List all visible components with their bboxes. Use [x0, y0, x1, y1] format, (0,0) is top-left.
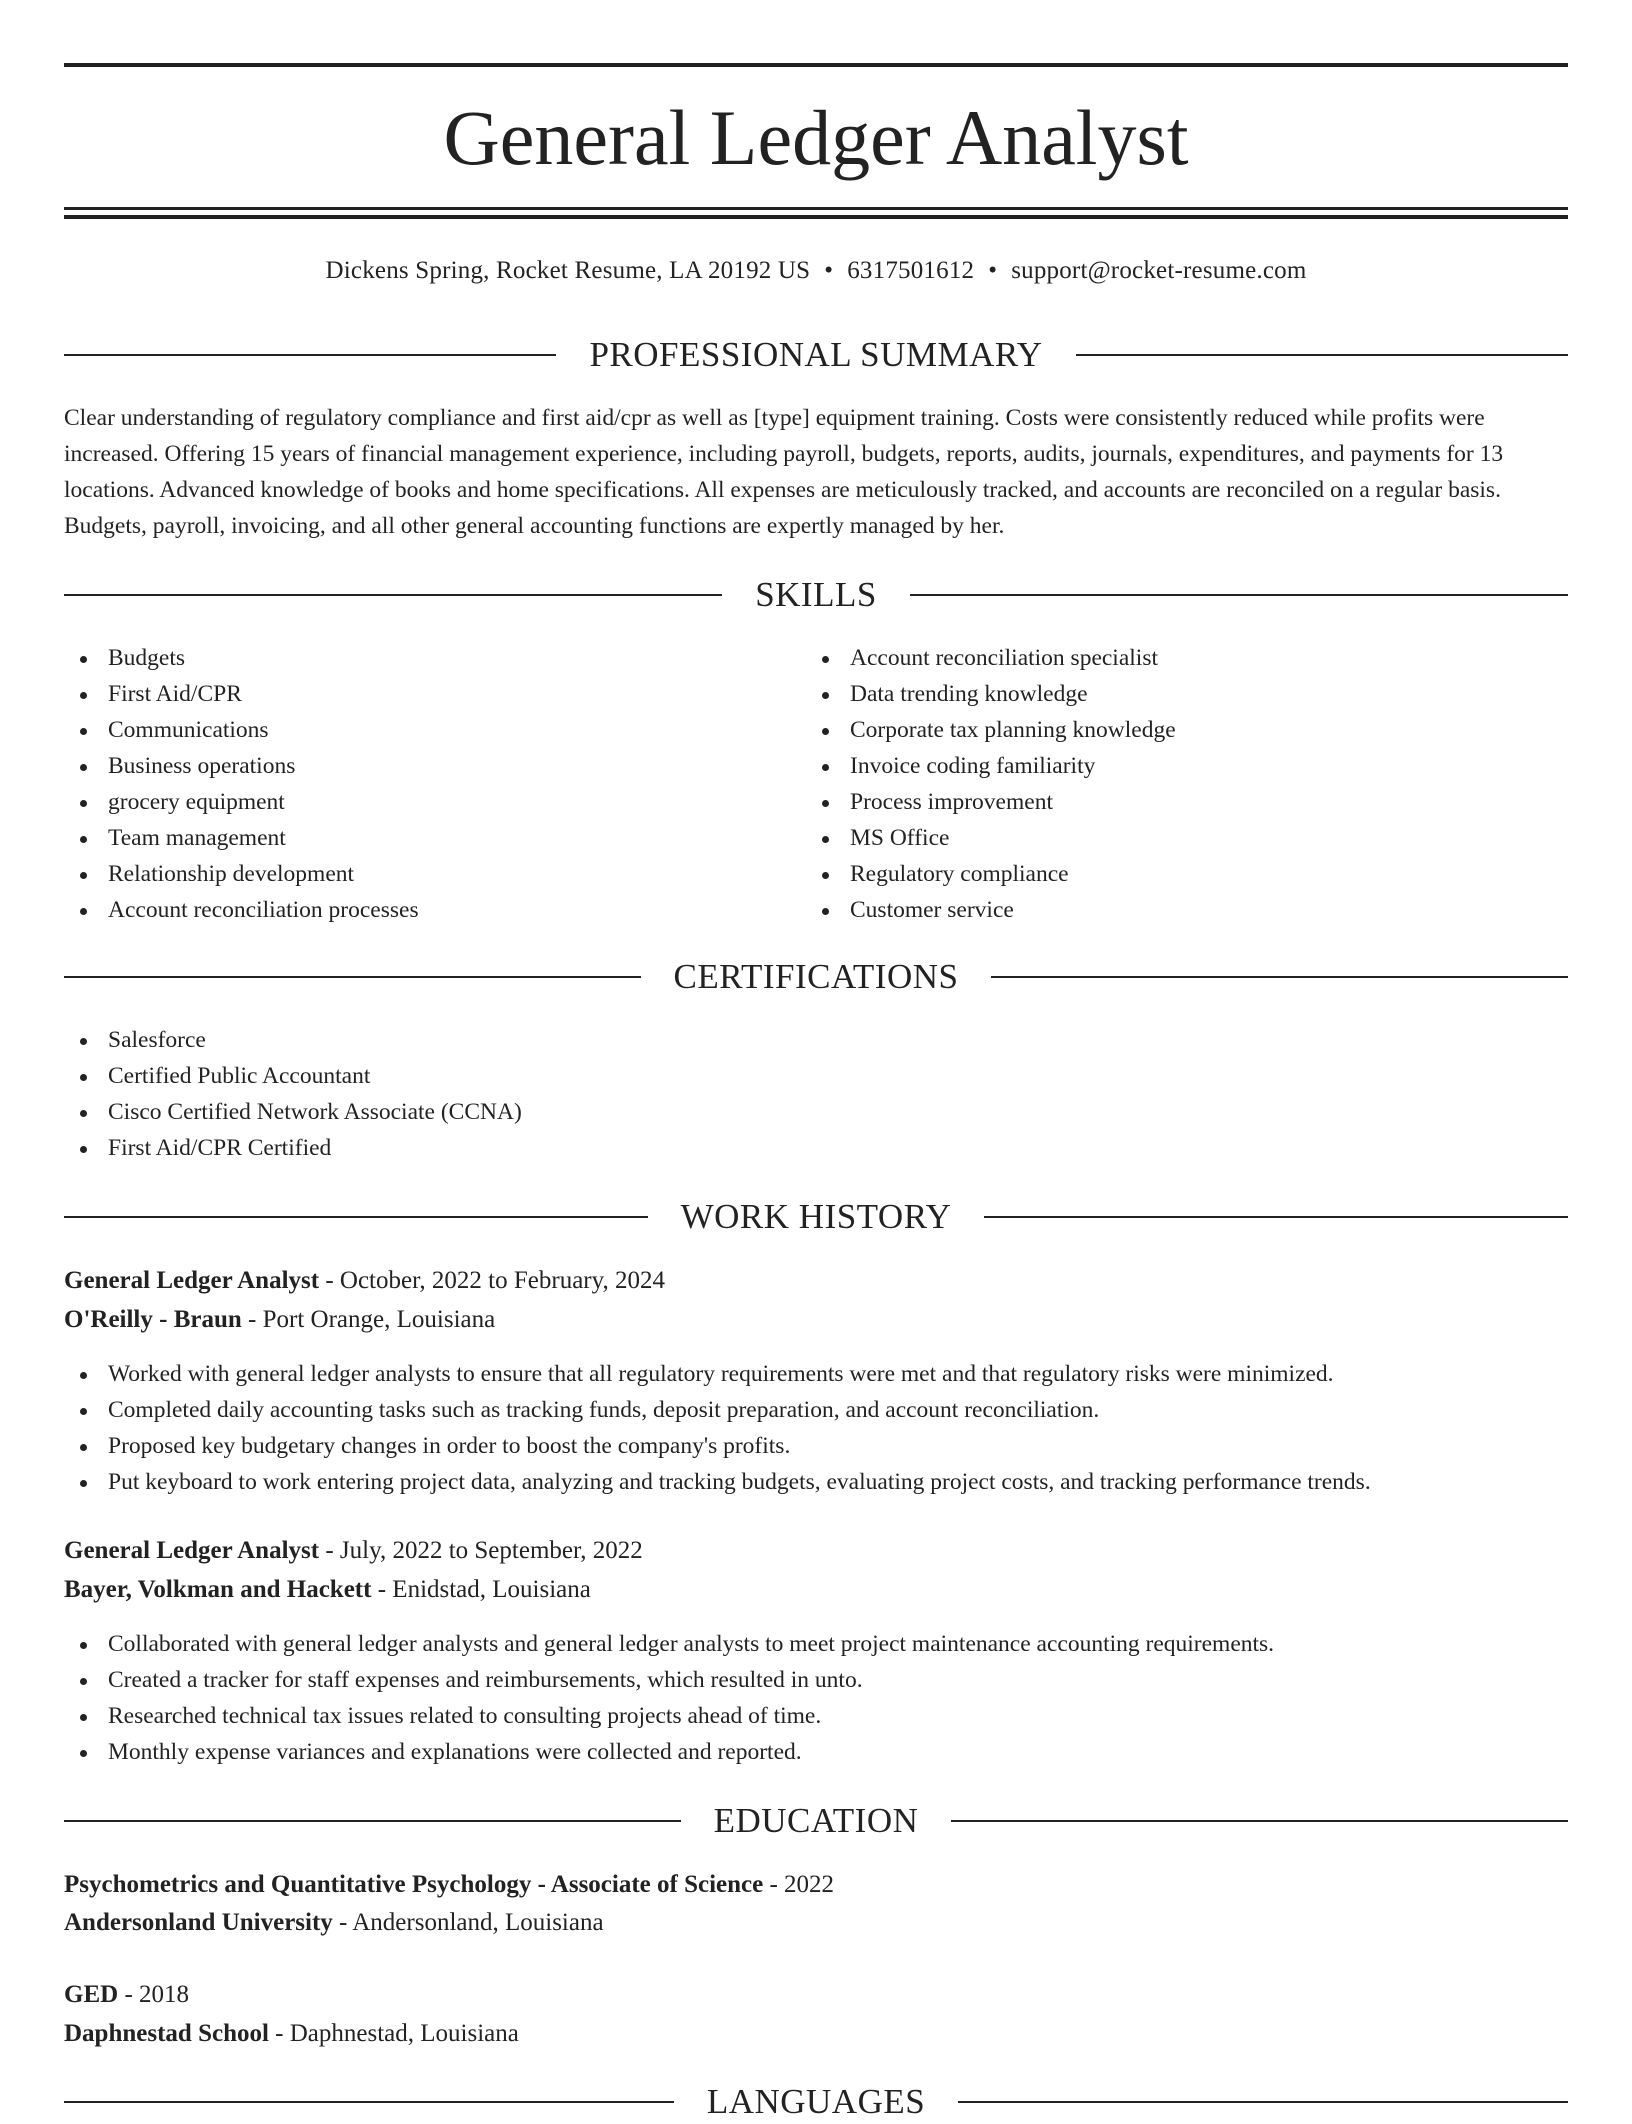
contact-line [64, 254, 1568, 288]
job-company: Bayer, Volkman and Hackett [64, 1576, 372, 1603]
job-company-line [64, 1302, 1568, 1338]
top-rule [64, 63, 1568, 67]
skill-item: Team management [64, 820, 419, 856]
heading-rule [64, 976, 641, 978]
education-school-line [64, 2016, 1568, 2052]
section-heading-certifications [64, 955, 1568, 999]
education-degree: GED [64, 1981, 119, 2008]
job-company: O'Reilly - Braun [64, 1306, 242, 1333]
certification-item: Certified Public Accountant [64, 1058, 522, 1094]
title-rule-lower [64, 215, 1568, 219]
certification-item: Salesforce [64, 1022, 522, 1058]
job-bullet: Worked with general ledger analysts to ensure that all regulatory requirements were met and that regulatory risks were minimized. [64, 1356, 1371, 1392]
section-title: EDUCATION [713, 1801, 919, 1840]
skill-item: Customer service [806, 892, 1176, 928]
job-dates: - July, 2022 to September, 2022 [319, 1537, 643, 1564]
education-degree-line [64, 1977, 1568, 2013]
skill-item: Regulatory compliance [806, 856, 1176, 892]
contact-address: Dickens Spring, Rocket Resume, LA 20192 US [325, 257, 811, 284]
contact-phone: 6317501612 [847, 257, 975, 284]
skill-item: Relationship development [64, 856, 419, 892]
job-company-line [64, 1572, 1568, 1608]
job-bullet: Monthly expense variances and explanations were collected and reported. [64, 1734, 1274, 1770]
job-location: - Enidstad, Louisiana [371, 1576, 591, 1603]
heading-rule [991, 976, 1568, 978]
section-title: PROFESSIONAL SUMMARY [589, 335, 1043, 374]
heading-rule [951, 1820, 1568, 1822]
heading-rule [64, 2101, 674, 2103]
skill-item: Budgets [64, 640, 419, 676]
section-title: WORK HISTORY [680, 1197, 952, 1236]
skill-item: Communications [64, 712, 419, 748]
contact-email: support@rocket-resume.com [1011, 257, 1307, 284]
job-title-line [64, 1263, 1568, 1299]
skill-item: Account reconciliation specialist [806, 640, 1176, 676]
education-school-line [64, 1905, 1568, 1941]
job-bullet: Completed daily accounting tasks such as tracking funds, deposit preparation, and account reconciliation. [64, 1392, 1371, 1428]
education-location: - Daphnestad, Louisiana [268, 2020, 519, 2047]
job-dates: - October, 2022 to February, 2024 [319, 1267, 665, 1294]
skill-item: Invoice coding familiarity [806, 748, 1176, 784]
section-heading-education [64, 1799, 1568, 1843]
education-school: Daphnestad School [64, 2020, 269, 2047]
job-location: - Port Orange, Louisiana [241, 1306, 496, 1333]
heading-rule [984, 1216, 1568, 1218]
heading-rule [64, 1820, 681, 1822]
education-degree-line [64, 1867, 1568, 1903]
certification-item: First Aid/CPR Certified [64, 1130, 522, 1166]
title-rule-upper [64, 207, 1568, 210]
heading-rule [1076, 354, 1568, 356]
certifications-list [64, 1022, 522, 1166]
heading-rule [64, 594, 722, 596]
skill-item: grocery equipment [64, 784, 419, 820]
education-school: Andersonland University [64, 1909, 333, 1936]
resume-title: General Ledger Analyst [443, 94, 1189, 181]
job-bullets [64, 1626, 1274, 1770]
skill-item: MS Office [806, 820, 1176, 856]
job-bullet: Proposed key budgetary changes in order to boost the company's profits. [64, 1428, 1371, 1464]
skill-item: First Aid/CPR [64, 676, 419, 712]
skill-item: Corporate tax planning knowledge [806, 712, 1176, 748]
section-heading-languages [64, 2080, 1568, 2124]
heading-rule [958, 2101, 1568, 2103]
certification-item: Cisco Certified Network Associate (CCNA) [64, 1094, 522, 1130]
education-year: - 2018 [118, 1981, 190, 2008]
skills-list-left [64, 640, 419, 928]
job-bullet: Collaborated with general ledger analysts and general ledger analysts to meet project maintenance accounting requirements. [64, 1626, 1274, 1662]
job-title-line [64, 1533, 1568, 1569]
skill-item: Account reconciliation processes [64, 892, 419, 928]
education-location: - Andersonland, Louisiana [332, 1909, 604, 1936]
contact-separator: • [824, 257, 834, 284]
skill-item: Business operations [64, 748, 419, 784]
education-degree: Psychometrics and Quantitative Psychology - Associate of Science [64, 1871, 764, 1898]
section-heading-work-history [64, 1195, 1568, 1239]
skills-list-right [806, 640, 1176, 928]
contact-separator: • [988, 257, 998, 284]
section-title: LANGUAGES [706, 2082, 926, 2121]
section-title: SKILLS [755, 575, 877, 614]
job-bullets [64, 1356, 1371, 1500]
section-heading-skills [64, 573, 1568, 617]
job-bullet: Researched technical tax issues related to consulting projects ahead of time. [64, 1698, 1274, 1734]
heading-rule [64, 1216, 648, 1218]
skill-item: Data trending knowledge [806, 676, 1176, 712]
section-heading-summary [64, 333, 1568, 377]
summary-text: Clear understanding of regulatory compliance and first aid/cpr as well as [type] equipment training. Costs were consistently reduced while profits were increased. Offering 15 years of financial management experience, including payroll, budgets, reports, audits, journals, expenditures, and payments for 13 locations. Advanced knowledge of books and home specifications. All expenses are meticulously tracked, and accounts are reconciled on a regular basis. Budgets, payroll, invoicing, and all other general accounting functions are expertly managed by her. [64, 405, 1504, 539]
job-title: General Ledger Analyst [64, 1267, 320, 1294]
heading-rule [910, 594, 1568, 596]
job-title: General Ledger Analyst [64, 1537, 320, 1564]
heading-rule [64, 354, 556, 356]
skill-item: Process improvement [806, 784, 1176, 820]
section-title: CERTIFICATIONS [673, 957, 959, 996]
education-year: - 2022 [763, 1871, 835, 1898]
job-bullet: Created a tracker for staff expenses and reimbursements, which resulted in unto. [64, 1662, 1274, 1698]
job-bullet: Put keyboard to work entering project data, analyzing and tracking budgets, evaluating project costs, and tracking performance trends. [64, 1464, 1371, 1500]
